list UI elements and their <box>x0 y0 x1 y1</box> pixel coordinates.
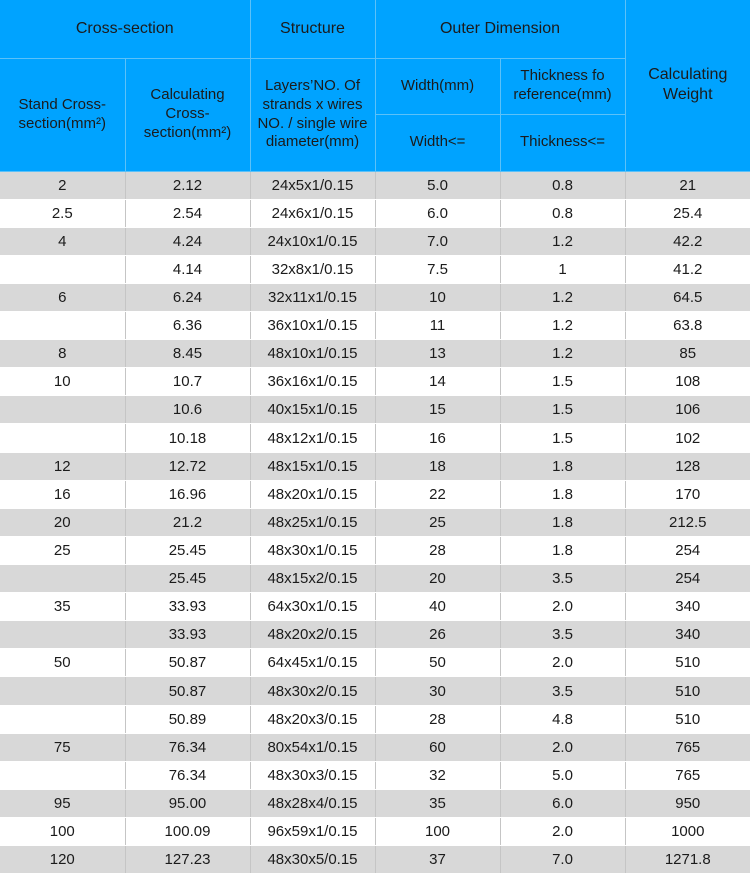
table-row <box>0 789 750 817</box>
table-row <box>0 733 750 761</box>
table-cell: 254 <box>625 536 750 564</box>
table-cell: 127.23 <box>125 846 250 874</box>
header-thickness-lte: Thickness<= <box>500 114 625 171</box>
table-cell: 95.00 <box>125 789 250 817</box>
table-row <box>0 312 750 340</box>
table-cell: 950 <box>625 789 750 817</box>
table-cell: 3.5 <box>500 677 625 705</box>
table-row <box>0 846 750 874</box>
table-cell: 100 <box>375 818 500 846</box>
table-cell <box>0 424 125 452</box>
table-cell: 6 <box>0 283 125 311</box>
table-cell: 20 <box>375 565 500 593</box>
table-cell: 63.8 <box>625 312 750 340</box>
table-row <box>0 508 750 536</box>
table-cell: 102 <box>625 424 750 452</box>
table-cell: 0.8 <box>500 171 625 199</box>
table-cell: 16.96 <box>125 480 250 508</box>
table-cell: 170 <box>625 480 750 508</box>
table-cell: 1.2 <box>500 340 625 368</box>
table-cell: 1.2 <box>500 227 625 255</box>
table-cell: 16 <box>375 424 500 452</box>
table-cell: 510 <box>625 677 750 705</box>
table-cell: 35 <box>375 789 500 817</box>
table-cell: 16 <box>0 480 125 508</box>
table-cell: 32x11x1/0.15 <box>250 283 375 311</box>
table-cell: 10 <box>375 283 500 311</box>
table-cell: 14 <box>375 368 500 396</box>
table-cell: 95 <box>0 789 125 817</box>
table-cell: 32x8x1/0.15 <box>250 255 375 283</box>
table-cell: 1271.8 <box>625 846 750 874</box>
table-cell: 5.0 <box>375 171 500 199</box>
table-cell: 11 <box>375 312 500 340</box>
table-cell: 2.0 <box>500 818 625 846</box>
table-cell: 25 <box>0 536 125 564</box>
table-cell: 26 <box>375 621 500 649</box>
table-cell: 254 <box>625 565 750 593</box>
table-cell: 36x10x1/0.15 <box>250 312 375 340</box>
table-cell: 0.8 <box>500 199 625 227</box>
table-cell: 37 <box>375 846 500 874</box>
table-cell: 510 <box>625 649 750 677</box>
table-row <box>0 621 750 649</box>
table-cell: 48x20x1/0.15 <box>250 480 375 508</box>
table-cell: 8.45 <box>125 340 250 368</box>
table-cell <box>0 705 125 733</box>
table-cell: 1.8 <box>500 536 625 564</box>
table-cell: 48x20x2/0.15 <box>250 621 375 649</box>
table-cell: 4.14 <box>125 255 250 283</box>
table-cell: 6.0 <box>375 199 500 227</box>
table-cell: 24x5x1/0.15 <box>250 171 375 199</box>
table-row <box>0 340 750 368</box>
table-cell: 10.7 <box>125 368 250 396</box>
table-row <box>0 424 750 452</box>
table-row <box>0 649 750 677</box>
table-cell: 48x30x5/0.15 <box>250 846 375 874</box>
table-row <box>0 818 750 846</box>
table-cell: 36x16x1/0.15 <box>250 368 375 396</box>
table-cell: 96x59x1/0.15 <box>250 818 375 846</box>
table-row <box>0 227 750 255</box>
table-cell: 48x15x2/0.15 <box>250 565 375 593</box>
table-cell: 28 <box>375 536 500 564</box>
table-cell <box>0 565 125 593</box>
table-cell: 50.87 <box>125 649 250 677</box>
table-cell: 1.8 <box>500 452 625 480</box>
table-cell: 1 <box>500 255 625 283</box>
table-row <box>0 255 750 283</box>
table-cell: 5.0 <box>500 761 625 789</box>
table-row <box>0 283 750 311</box>
table-cell: 48x30x2/0.15 <box>250 677 375 705</box>
table-cell: 35 <box>0 593 125 621</box>
table-row <box>0 171 750 199</box>
table-cell: 2 <box>0 171 125 199</box>
table-cell <box>0 312 125 340</box>
table-cell: 76.34 <box>125 761 250 789</box>
header-calculating-cross-section: Calculating Cross-section(mm²) <box>125 58 250 171</box>
table-cell: 25.4 <box>625 199 750 227</box>
table-cell <box>0 677 125 705</box>
table-cell: 13 <box>375 340 500 368</box>
table-cell: 2.0 <box>500 593 625 621</box>
table-cell: 25 <box>375 508 500 536</box>
table-cell: 2.5 <box>0 199 125 227</box>
table-row <box>0 199 750 227</box>
table-cell: 2.0 <box>500 649 625 677</box>
table-cell: 6.24 <box>125 283 250 311</box>
table-cell: 33.93 <box>125 593 250 621</box>
table-cell: 48x20x3/0.15 <box>250 705 375 733</box>
header-width-lte: Width<= <box>375 114 500 171</box>
table-cell: 1.8 <box>500 480 625 508</box>
header-stand-cross-section: Stand Cross-section(mm²) <box>0 58 125 171</box>
table-row <box>0 396 750 424</box>
table-cell: 1.5 <box>500 368 625 396</box>
header-cross-section-group: Cross-section <box>0 0 250 58</box>
table-cell: 10.6 <box>125 396 250 424</box>
table-cell: 24x6x1/0.15 <box>250 199 375 227</box>
header-width-mm: Width(mm) <box>375 58 500 114</box>
table-cell: 6.36 <box>125 312 250 340</box>
header-calculating-weight: Calculating Weight <box>625 0 750 171</box>
header-outer-dimension-group: Outer Dimension <box>375 0 625 58</box>
table-cell: 1000 <box>625 818 750 846</box>
table-row <box>0 480 750 508</box>
table-cell: 60 <box>375 733 500 761</box>
table-cell: 64.5 <box>625 283 750 311</box>
table-cell: 32 <box>375 761 500 789</box>
table-cell: 48x25x1/0.15 <box>250 508 375 536</box>
table-cell: 33.93 <box>125 621 250 649</box>
table-row <box>0 677 750 705</box>
table-cell: 15 <box>375 396 500 424</box>
table-cell: 765 <box>625 761 750 789</box>
table-cell: 64x45x1/0.15 <box>250 649 375 677</box>
table-row <box>0 368 750 396</box>
table-cell <box>0 621 125 649</box>
table-cell: 10.18 <box>125 424 250 452</box>
table-cell: 75 <box>0 733 125 761</box>
table-cell: 100.09 <box>125 818 250 846</box>
table-row <box>0 705 750 733</box>
table-cell: 3.5 <box>500 621 625 649</box>
table-cell: 41.2 <box>625 255 750 283</box>
table-cell: 22 <box>375 480 500 508</box>
table-cell: 40 <box>375 593 500 621</box>
table-cell: 50.89 <box>125 705 250 733</box>
table-cell: 50.87 <box>125 677 250 705</box>
table-body <box>0 171 750 874</box>
table-cell: 42.2 <box>625 227 750 255</box>
table-cell: 120 <box>0 846 125 874</box>
table-cell: 7.0 <box>500 846 625 874</box>
table-cell: 212.5 <box>625 508 750 536</box>
table-cell: 21.2 <box>125 508 250 536</box>
table-cell: 340 <box>625 593 750 621</box>
table-cell: 20 <box>0 508 125 536</box>
table-cell: 21 <box>625 171 750 199</box>
table-cell: 10 <box>0 368 125 396</box>
table-cell: 510 <box>625 705 750 733</box>
table-cell: 4 <box>0 227 125 255</box>
table-cell: 6.0 <box>500 789 625 817</box>
table-cell: 40x15x1/0.15 <box>250 396 375 424</box>
table-cell: 7.5 <box>375 255 500 283</box>
table-cell: 108 <box>625 368 750 396</box>
table-cell: 1.2 <box>500 312 625 340</box>
table-cell: 3.5 <box>500 565 625 593</box>
table-row <box>0 565 750 593</box>
table-cell: 48x15x1/0.15 <box>250 452 375 480</box>
table-cell: 25.45 <box>125 565 250 593</box>
table-cell: 340 <box>625 621 750 649</box>
table-cell <box>0 255 125 283</box>
table-cell: 48x12x1/0.15 <box>250 424 375 452</box>
table-cell: 80x54x1/0.15 <box>250 733 375 761</box>
table-cell: 1.8 <box>500 508 625 536</box>
table-row <box>0 761 750 789</box>
table-cell: 8 <box>0 340 125 368</box>
table-cell: 4.8 <box>500 705 625 733</box>
table-cell: 2.12 <box>125 171 250 199</box>
table-cell: 765 <box>625 733 750 761</box>
table-row <box>0 593 750 621</box>
table-cell: 28 <box>375 705 500 733</box>
table-cell <box>0 396 125 424</box>
header-thickness-reference: Thickness fo reference(mm) <box>500 58 625 114</box>
table-cell: 106 <box>625 396 750 424</box>
table-cell: 2.0 <box>500 733 625 761</box>
table-cell: 12.72 <box>125 452 250 480</box>
header-layers: Layers’NO. Of strands x wires NO. / single wire diameter(mm) <box>250 58 375 171</box>
table-cell: 25.45 <box>125 536 250 564</box>
table-cell: 1.5 <box>500 424 625 452</box>
table-cell: 18 <box>375 452 500 480</box>
table-cell: 12 <box>0 452 125 480</box>
table-header <box>0 0 750 171</box>
table-cell: 128 <box>625 452 750 480</box>
table-cell: 50 <box>0 649 125 677</box>
table-cell: 64x30x1/0.15 <box>250 593 375 621</box>
table-cell: 50 <box>375 649 500 677</box>
table-cell: 1.2 <box>500 283 625 311</box>
table-cell: 30 <box>375 677 500 705</box>
table-cell: 2.54 <box>125 199 250 227</box>
table-cell: 85 <box>625 340 750 368</box>
table-cell: 48x28x4/0.15 <box>250 789 375 817</box>
table-row <box>0 536 750 564</box>
table-cell: 76.34 <box>125 733 250 761</box>
table-cell: 48x30x3/0.15 <box>250 761 375 789</box>
header-group-row <box>0 0 750 58</box>
table-cell: 48x30x1/0.15 <box>250 536 375 564</box>
table-cell: 1.5 <box>500 396 625 424</box>
table-cell: 100 <box>0 818 125 846</box>
table-cell: 24x10x1/0.15 <box>250 227 375 255</box>
header-structure-group: Structure <box>250 0 375 58</box>
table-cell: 48x10x1/0.15 <box>250 340 375 368</box>
table-cell: 7.0 <box>375 227 500 255</box>
table-cell: 4.24 <box>125 227 250 255</box>
table-row <box>0 452 750 480</box>
table-cell <box>0 761 125 789</box>
